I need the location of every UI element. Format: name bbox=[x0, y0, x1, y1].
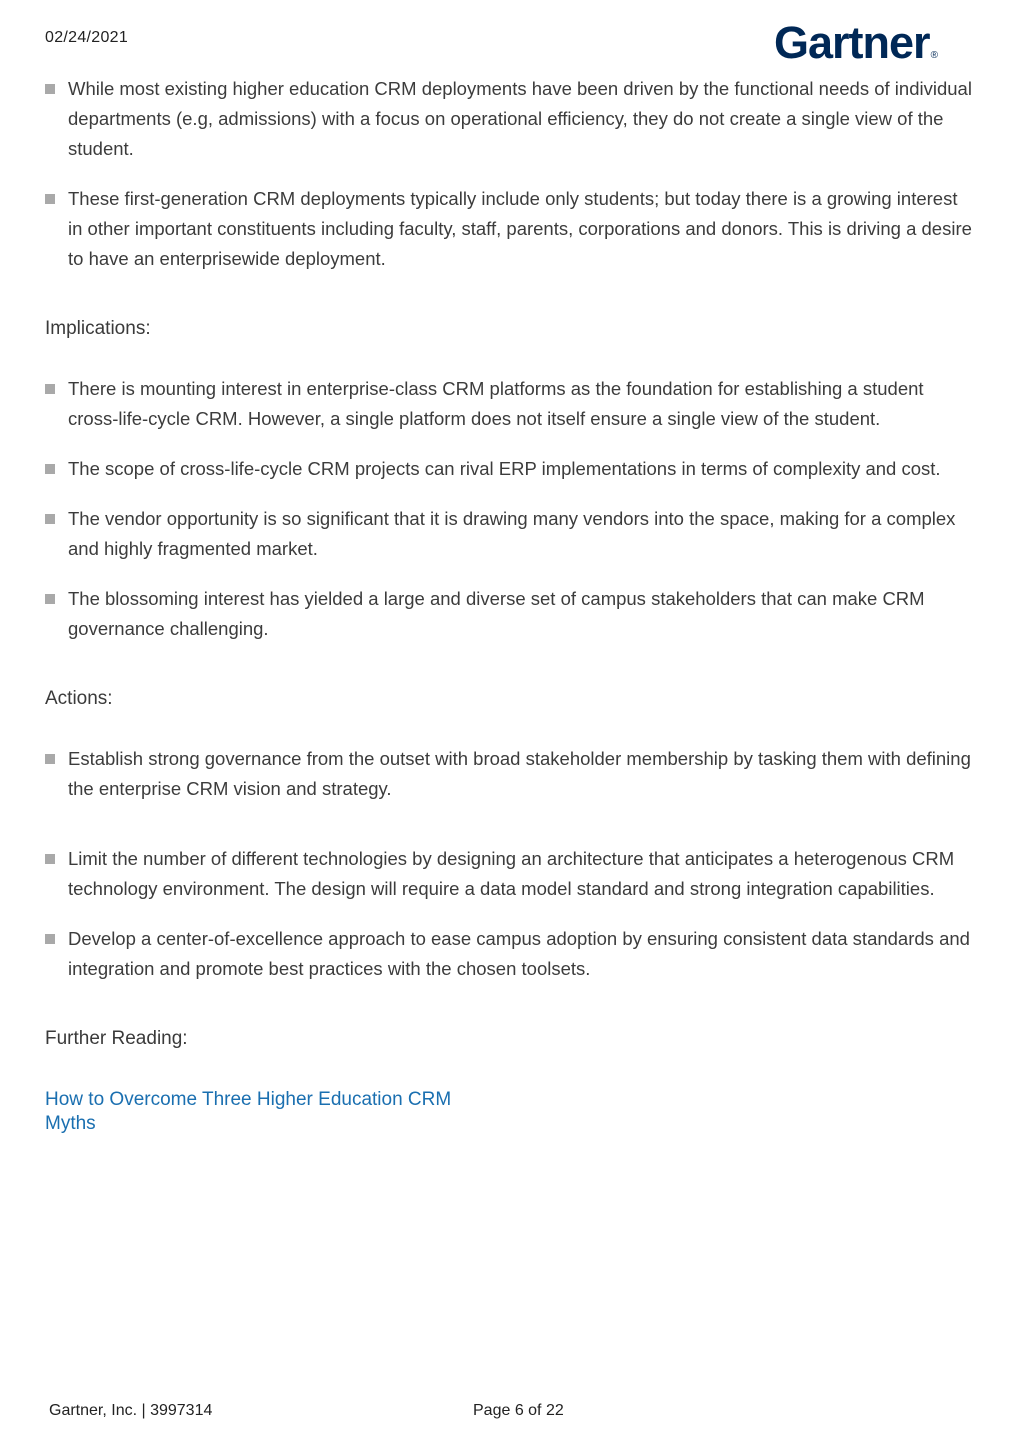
bullet-text: While most existing higher education CRM deployments have been driven by the functional needs of individual departments (e.g, admissions) with a focus on operational efficiency, they do not create a single view of the student. bbox=[68, 78, 972, 159]
list-item bbox=[45, 844, 975, 904]
intro-bullet-list bbox=[45, 74, 975, 274]
list-item bbox=[45, 744, 975, 804]
list-item bbox=[45, 584, 975, 644]
bullet-square-icon bbox=[45, 464, 55, 474]
list-item bbox=[45, 454, 975, 484]
document-body bbox=[45, 74, 975, 1136]
bullet-text: The scope of cross-life-cycle CRM projects can rival ERP implementations in terms of complexity and cost. bbox=[68, 458, 941, 479]
bullet-text: Develop a center-of-excellence approach to ease campus adoption by ensuring consistent data standards and integration and promote best practices with the chosen toolsets. bbox=[68, 928, 970, 979]
bullet-text: The vendor opportunity is so significant that it is drawing many vendors into the space, making for a complex and highly fragmented market. bbox=[68, 508, 956, 559]
bullet-text: Limit the number of different technologies by designing an architecture that anticipates a heterogenous CRM technology environment. The design will require a data model standard and strong integration capabilities. bbox=[68, 848, 955, 899]
list-item bbox=[45, 374, 975, 434]
bullet-square-icon bbox=[45, 934, 55, 944]
bullet-square-icon bbox=[45, 384, 55, 394]
bullet-text: The blossoming interest has yielded a large and diverse set of campus stakeholders that can make CRM governance challenging. bbox=[68, 588, 925, 639]
bullet-square-icon bbox=[45, 514, 55, 524]
implications-bullet-list bbox=[45, 374, 975, 644]
registered-mark: ® bbox=[930, 50, 937, 61]
bullet-text: There is mounting interest in enterprise-class CRM platforms as the foundation for establishing a student cross-life-cycle CRM. However, a single platform does not itself ensure a single view of the student. bbox=[68, 378, 924, 429]
implications-heading: Implications: bbox=[45, 318, 151, 339]
bullet-square-icon bbox=[45, 194, 55, 204]
list-item bbox=[45, 924, 975, 984]
footer-page-number: Page 6 of 22 bbox=[473, 1402, 564, 1419]
bullet-text: Establish strong governance from the outset with broad stakeholder membership by tasking them with defining the enterprise CRM vision and strategy. bbox=[68, 748, 971, 799]
further-reading-heading: Further Reading: bbox=[45, 1028, 188, 1049]
gartner-logo bbox=[774, 17, 937, 68]
bullet-square-icon bbox=[45, 84, 55, 94]
bullet-square-icon bbox=[45, 854, 55, 864]
logo-text: Gartner bbox=[774, 17, 930, 68]
list-item bbox=[45, 504, 975, 564]
further-reading-link[interactable]: How to Overcome Three Higher Education CRM Myths bbox=[45, 1089, 452, 1134]
list-item bbox=[45, 74, 975, 164]
list-item bbox=[45, 184, 975, 274]
actions-heading: Actions: bbox=[45, 688, 113, 709]
bullet-square-icon bbox=[45, 754, 55, 764]
footer-company-id: Gartner, Inc. | 3997314 bbox=[49, 1402, 213, 1419]
document-date: 02/24/2021 bbox=[45, 29, 129, 46]
actions-bullet-list bbox=[45, 744, 975, 984]
bullet-square-icon bbox=[45, 594, 55, 604]
bullet-text: These first-generation CRM deployments typically include only students; but today there is a growing interest in other important constituents including faculty, staff, parents, corporations and donors. This is driving a desire to have an enterprisewide deployment. bbox=[68, 188, 972, 269]
